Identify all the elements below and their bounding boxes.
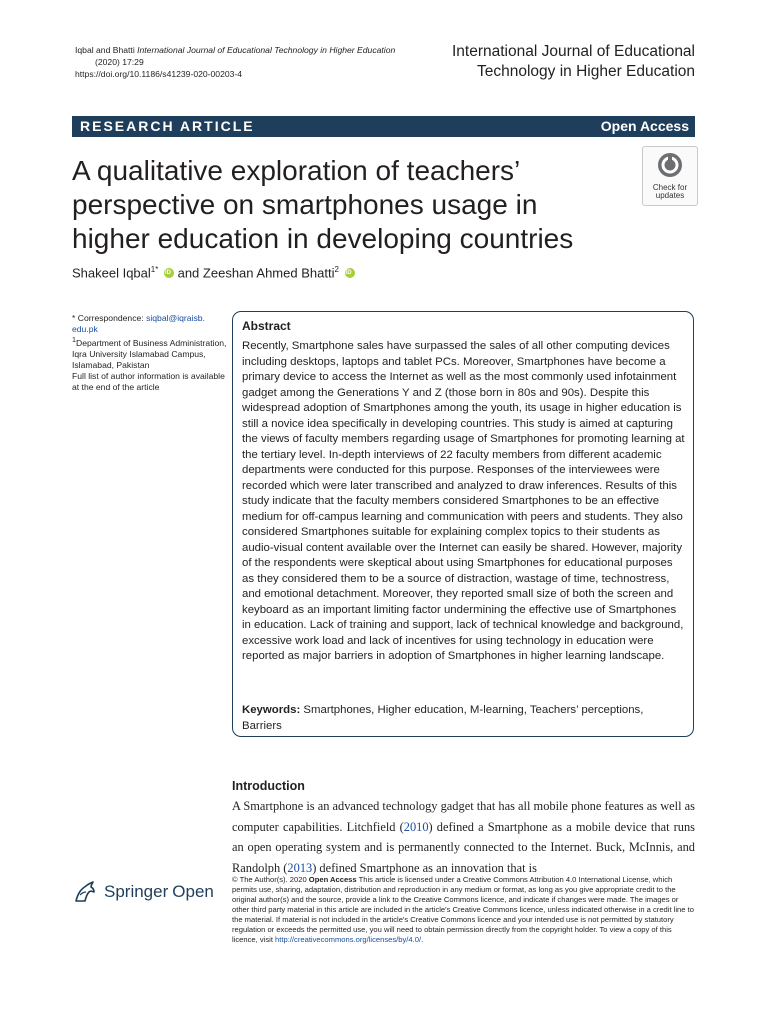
author-list xyxy=(72,265,355,280)
doi-link[interactable]: https://doi.org/10.1186/s41239-020-00203-4 xyxy=(75,69,243,79)
journal-title-line2: Technology in Higher Education xyxy=(477,63,695,80)
journal-title-line1: International Journal of Educational xyxy=(452,43,695,60)
introduction-heading: Introduction xyxy=(232,779,305,793)
intro-text-b: ) defined a Smartphone as a mobile device that runs an open operating system and is permanently connected to the Internet. Buck, McInnis, and Randolph ( xyxy=(232,819,695,875)
open-wordmark: Open xyxy=(172,882,214,901)
author-name[interactable]: Shakeel Iqbal xyxy=(72,265,151,281)
springer-open-logo[interactable] xyxy=(72,879,214,905)
license-end: . xyxy=(421,935,424,944)
license-open-access: Open Access xyxy=(308,875,357,884)
springer-wordmark: Springer xyxy=(104,882,169,901)
check-updates-icon xyxy=(657,152,683,178)
keywords-label: Keywords: xyxy=(242,704,301,716)
license-copyright: © The Author(s). 2020 xyxy=(232,875,309,884)
author-info-note: Full list of author information is available at the end of the article xyxy=(72,370,225,392)
springer-horse-icon xyxy=(72,879,98,905)
open-access-label: Open Access xyxy=(600,118,689,134)
license-text: This article is licensed under a Creative Commons Attribution 4.0 International License, which permits use, sharing, adaptation, distribution and reproduction in any medium or format, as long as you give appropriate credit to the original author(s) and the source, provide a link to the Creative Commons licence, and indicate if changes were made. The images or other third party material in this article are included in the article's Creative Commons licence, unless indicated otherwise in a credit line to the material. If material is not included in the article's Creative Commons licence and your intended use is not permitted by statutory regulation or exceeds the permitted use, you will need to obtain permission directly from the copyright holder. To view a copy of this licence, visit xyxy=(232,875,694,944)
author-conjunction: and xyxy=(177,265,200,281)
author-name[interactable]: Zeeshan Ahmed Bhatti xyxy=(202,265,335,281)
author-affiliation-sup: 2 xyxy=(334,265,339,274)
citation-journal: International Journal of Educational Technology in Higher Education xyxy=(137,45,396,55)
check-updates-line2: updates xyxy=(655,191,685,200)
correspondence-note xyxy=(72,313,232,393)
keywords xyxy=(242,703,686,734)
license-link[interactable]: http://creativecommons.org/licenses/by/4.0/ xyxy=(275,935,422,944)
affiliation-text: Department of Business Administration, Iqra University Islamabad Campus, Islamabad, Pakistan xyxy=(72,337,227,370)
reference-link[interactable]: 2013 xyxy=(287,860,313,875)
intro-text-a: A Smartphone is an advanced technology gadget that has all mobile phone features as well as computer capabilities. Litchfield ( xyxy=(232,799,695,834)
orcid-icon[interactable] xyxy=(164,268,174,278)
correspondence-email[interactable]: siqbal@iqraisb. xyxy=(146,313,205,323)
citation-authors: Iqbal and Bhatti xyxy=(75,45,135,55)
citation-header xyxy=(75,44,435,80)
article-type-banner xyxy=(72,116,695,137)
author-affiliation-sup: 1* xyxy=(150,265,159,274)
affiliation-sup: 1 xyxy=(72,336,76,344)
reference-link[interactable]: 2010 xyxy=(403,819,429,834)
journal-title xyxy=(430,42,695,82)
check-updates-line1: Check for xyxy=(652,183,688,192)
correspondence-email-cont[interactable]: edu.pk xyxy=(72,324,98,334)
citation-year-volume: (2020) 17:29 xyxy=(95,57,144,67)
abstract-body: Recently, Smartphone sales have surpassed the sales of all other computing devices including desktops, laptops and tablet PCs. Moreover, Smartphones have become a primary device to access the Internet as well as the most commonly used infotainment gadget among the Generations Y and Z (those born in 80s and 90s). Despite this widespread adoption of Smartphones among the youth, its usage in higher education is still a novice idea specifically in developing countries. This study is aimed at capturing the views of faculty members regarding usage of Smartphones for promoting learning at the tertiary level. In-depth interviews of 22 faculty members from different academic departments were conducted for this purpose. Responses of the interviewees were recorded which were later transcribed and analyzed to draw inferences. Results of this study indicate that the faculty members considered Smartphones to be an effective medium for off-campus learning and communication with peers and students. They also considered Smartphones suitable for explaining complex topics to their students as audio-visual content available over the Internet can easily be shared. However, majority of the respondents were skeptical about using Smartphones for educational purposes as they considered them to be a source of distraction, wastage of time, technostress, and emotional detachment. Moreover, they reported small size of both the screen and keyboard as an important limiting factor undermining the effective use of Smartphones in education. Lack of training and support, lack of technical knowledge and background, excessive work load and lack of incentives for using technology in education were reported as major barriers in adoption of Smartphones in higher learning landscape. xyxy=(242,340,685,662)
abstract-box xyxy=(232,311,694,737)
correspondence-label: * Correspondence: xyxy=(72,313,144,323)
check-for-updates-button[interactable] xyxy=(642,146,698,206)
orcid-icon[interactable] xyxy=(345,268,355,278)
article-type-label: RESEARCH ARTICLE xyxy=(80,118,255,134)
keywords-text: Smartphones, Higher education, M-learning, Teachers’ perceptions, Barriers xyxy=(242,704,644,732)
abstract-heading: Abstract xyxy=(242,319,291,333)
intro-text-c: ) defined Smartphone as an innovation that is xyxy=(312,860,537,875)
license-statement xyxy=(232,875,695,945)
article-title: A qualitative exploration of teachers’ perspective on smartphones usage in higher education in developing countries xyxy=(72,155,574,254)
introduction-text xyxy=(232,796,695,878)
